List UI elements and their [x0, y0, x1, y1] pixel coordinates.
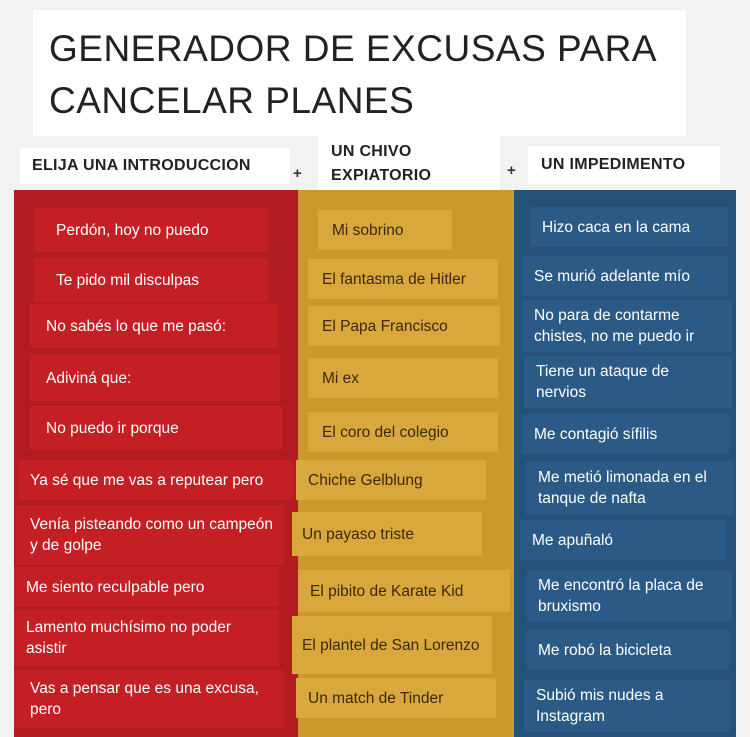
- scapegoat-item: El plantel de San Lorenzo: [292, 616, 492, 674]
- obstacle-item: Me metió limonada en el tanque de nafta: [526, 461, 734, 515]
- intro-item: No puedo ir porque: [30, 406, 282, 450]
- title-box: [33, 10, 686, 136]
- obstacle-item: Hizo caca en la cama: [530, 207, 728, 247]
- scapegoat-item: Un payaso triste: [292, 512, 482, 556]
- obstacle-item: Subió mis nudes a Instagram: [524, 680, 730, 732]
- obstacle-item: Me robó la bicicleta: [526, 630, 730, 670]
- obstacle-item: Se murió adelante mío: [522, 256, 728, 296]
- scapegoat-item: Mi ex: [308, 358, 498, 398]
- scapegoat-item: El Papa Francisco: [308, 306, 500, 346]
- plus-sign-1: +: [293, 165, 302, 182]
- header-intro-label: ELIJA UNA INTRODUCCION: [32, 157, 251, 174]
- obstacle-item: Tiene un ataque de nervios: [524, 356, 732, 408]
- scapegoat-item: El fantasma de Hitler: [308, 259, 498, 299]
- intro-item: Venía pisteando como un campeón y de golpe: [16, 505, 284, 565]
- scapegoat-item: Mi sobrino: [318, 210, 452, 250]
- header-obstacle-label: UN IMPEDIMENTO: [541, 156, 686, 173]
- header-scapegoat-line2: EXPIATORIO: [331, 167, 432, 184]
- header-intro: [20, 148, 290, 184]
- intro-item: Ya sé que me vas a reputear pero: [18, 460, 293, 500]
- obstacle-item: No para de contarme chistes, no me puedo ir: [522, 300, 732, 352]
- scapegoat-item: Chiche Gelblung: [296, 460, 486, 500]
- intro-item: Vas a pensar que es una excusa, pero: [14, 670, 284, 728]
- intro-item: Me siento reculpable pero: [14, 567, 279, 607]
- intro-item: Te pido mil disculpas: [34, 258, 268, 302]
- header-scapegoat: [318, 135, 500, 193]
- obstacle-item: Me apuñaló: [520, 520, 726, 560]
- header-scapegoat-line1: UN CHIVO: [331, 143, 412, 160]
- intro-item: No sabés lo que me pasó:: [30, 304, 278, 348]
- intro-item: Adiviná que:: [30, 355, 280, 401]
- scapegoat-item: El coro del colegio: [308, 412, 498, 452]
- intro-item: Perdón, hoy no puedo: [34, 208, 268, 252]
- obstacle-item: Me contagió sífilis: [522, 414, 730, 454]
- scapegoat-item: El pibito de Karate Kid: [298, 570, 510, 612]
- title-line-2: CANCELAR PLANES: [49, 80, 415, 121]
- title-line-1: GENERADOR DE EXCUSAS PARA: [49, 28, 658, 69]
- scapegoat-item: Un match de Tinder: [296, 678, 496, 718]
- plus-sign-2: +: [507, 162, 516, 179]
- intro-item: Lamento muchísimo no poder asistir: [14, 610, 279, 666]
- obstacle-item: Me encontró la placa de bruxismo: [526, 570, 732, 622]
- header-obstacle: [528, 146, 720, 184]
